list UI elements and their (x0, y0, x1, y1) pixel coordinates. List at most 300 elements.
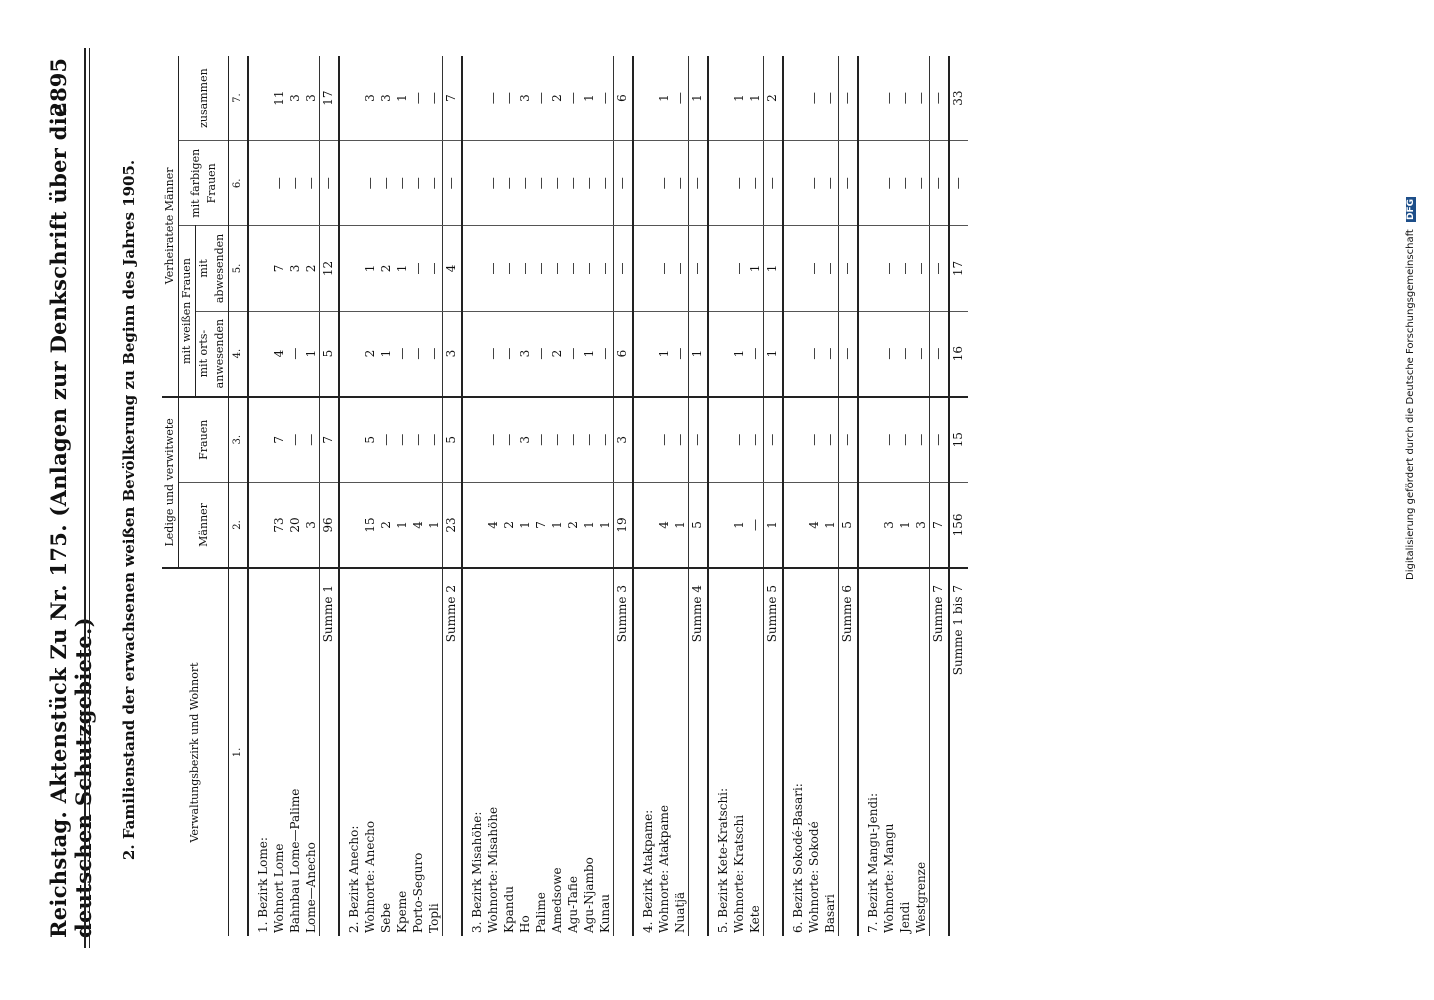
col-verheiratete-header: Verheiratete Männer (162, 56, 179, 397)
row-value: 23 (443, 482, 463, 568)
row-value (708, 141, 731, 226)
row-value (339, 141, 362, 226)
table-row (362, 56, 378, 936)
row-value: — (913, 311, 930, 397)
row-value: — (822, 397, 839, 483)
row-value: 17 (320, 56, 340, 141)
row-value: — (426, 311, 443, 397)
row-value: 15 (362, 482, 378, 568)
table-row (581, 56, 597, 936)
row-label: Kpeme (394, 568, 410, 936)
row-value: — (881, 397, 897, 483)
col-ledige-header: Ledige und verwitwete (162, 397, 179, 568)
row-value (708, 311, 731, 397)
row-value (858, 141, 881, 226)
row-value: 2 (362, 311, 378, 397)
row-value: 1 (362, 226, 378, 311)
row-value: — (287, 141, 303, 226)
row-value: 1 (731, 482, 747, 568)
row-value: — (426, 226, 443, 311)
row-value: — (930, 56, 950, 141)
row-value: 5 (362, 397, 378, 483)
row-label: Porto-Seguro (410, 568, 426, 936)
row-value: — (426, 397, 443, 483)
row-value: — (517, 141, 533, 226)
row-value: — (549, 397, 565, 483)
row-value: — (930, 226, 950, 311)
row-value: — (271, 141, 287, 226)
row-value: — (897, 56, 913, 141)
row-label: Wohnort Lome (271, 568, 287, 936)
row-value (339, 482, 362, 568)
row-value: — (394, 141, 410, 226)
row-value: 3 (362, 56, 378, 141)
col-farbigen-header: mit farbigen Frauen (179, 141, 229, 226)
row-value (783, 141, 806, 226)
row-value (633, 311, 656, 397)
row-value (633, 226, 656, 311)
row-value: 1 (897, 482, 913, 568)
row-value: 6 (614, 56, 634, 141)
row-value: 7 (930, 482, 950, 568)
table-row (913, 56, 930, 936)
row-value: — (501, 141, 517, 226)
row-value (858, 226, 881, 311)
table-row (501, 56, 517, 936)
row-label: Summe 3 (614, 568, 634, 936)
row-value: 2 (378, 482, 394, 568)
table-sum-row (930, 56, 950, 936)
row-value: — (533, 311, 549, 397)
row-value (462, 397, 485, 483)
row-value: — (485, 311, 501, 397)
row-value: — (806, 56, 822, 141)
row-value: — (930, 311, 950, 397)
row-value: 3 (913, 482, 930, 568)
col-number: 6. (229, 141, 249, 226)
row-value: — (581, 226, 597, 311)
table-district-row (708, 56, 731, 936)
row-value (462, 141, 485, 226)
row-value: 7 (443, 56, 463, 141)
row-label: Wohnorte: Mangu (881, 568, 897, 936)
row-value: 3 (517, 311, 533, 397)
row-label: Topli (426, 568, 443, 936)
dfg-logo: DFG (1406, 198, 1416, 220)
row-value: — (689, 141, 709, 226)
row-value: — (656, 141, 672, 226)
row-value: 1 (581, 56, 597, 141)
row-value: 7 (271, 397, 287, 483)
row-value: 1 (581, 482, 597, 568)
row-value: — (320, 141, 340, 226)
row-value: 3 (614, 397, 634, 483)
row-value: — (913, 397, 930, 483)
row-value: 4 (485, 482, 501, 568)
table-row (410, 56, 426, 936)
row-value (339, 311, 362, 397)
table-row (426, 56, 443, 936)
row-label: Wohnorte: Atakpame (656, 568, 672, 936)
row-value: 4 (806, 482, 822, 568)
row-value: — (533, 141, 549, 226)
row-value: — (913, 56, 930, 141)
row-label: Westgrenze (913, 568, 930, 936)
row-value: 3 (303, 56, 320, 141)
row-value: — (533, 226, 549, 311)
row-value (248, 141, 271, 226)
row-value (633, 141, 656, 226)
header-title: Reichstag. Aktenstück Zu Nr. 175. (Anlagen zur Denkschrift über die deutschen Schutzgebiete.) (46, 103, 96, 938)
row-value (462, 311, 485, 397)
row-value: 2 (565, 482, 581, 568)
row-value: — (443, 141, 463, 226)
col-abwesend-header: mit abwesenden (196, 226, 229, 311)
row-label: Wohnorte: Misahöhe (485, 568, 501, 936)
row-value (783, 482, 806, 568)
table-row (656, 56, 672, 936)
row-value: 1 (731, 56, 747, 141)
row-label: Palime (533, 568, 549, 936)
table-row (378, 56, 394, 936)
row-value: 1 (394, 482, 410, 568)
row-value: — (303, 397, 320, 483)
table-title: 2. Familienstand der erwachsenen weißen Bevölkerung zu Beginn des Jahres 1905. (120, 159, 138, 861)
row-value: 4 (443, 226, 463, 311)
row-value: — (839, 141, 859, 226)
row-value: — (614, 226, 634, 311)
row-value: 3 (378, 56, 394, 141)
row-value (783, 56, 806, 141)
row-value: — (881, 56, 897, 141)
row-value: — (930, 141, 950, 226)
row-value: 3 (287, 226, 303, 311)
row-value (248, 226, 271, 311)
row-label: Wohnorte: Anecho (362, 568, 378, 936)
row-value: — (501, 226, 517, 311)
row-value: 3 (517, 56, 533, 141)
row-value (462, 226, 485, 311)
row-label: Nuatjä (672, 568, 689, 936)
row-value: — (533, 56, 549, 141)
row-value: — (656, 397, 672, 483)
row-value: — (597, 141, 614, 226)
row-value: 3 (517, 397, 533, 483)
table-row (597, 56, 614, 936)
row-value: — (672, 226, 689, 311)
row-value: 11 (271, 56, 287, 141)
col-frauen-header: Frauen (179, 397, 229, 483)
col-number: 4. (229, 311, 249, 397)
col-bezirk-header: Verwaltungsbezirk und Wohnort (162, 568, 229, 936)
row-value: — (822, 311, 839, 397)
row-value: — (822, 56, 839, 141)
row-value (462, 56, 485, 141)
row-value: — (533, 397, 549, 483)
row-label: 7. Bezirk Mangu-Jendi: (858, 568, 881, 936)
row-value: 4 (271, 311, 287, 397)
row-value: 4 (656, 482, 672, 568)
table-row (731, 56, 747, 936)
table-row (565, 56, 581, 936)
table-row (394, 56, 410, 936)
row-label: 2. Bezirk Anecho: (339, 568, 362, 936)
row-label: 1. Bezirk Lome: (248, 568, 271, 936)
table-district-row (462, 56, 485, 936)
row-value (858, 397, 881, 483)
row-value: 1 (747, 226, 764, 311)
table-row (303, 56, 320, 936)
row-label: Basari (822, 568, 839, 936)
table-sum-row (689, 56, 709, 936)
row-value: — (565, 56, 581, 141)
row-value (462, 482, 485, 568)
row-value: 1 (426, 482, 443, 568)
row-value (708, 226, 731, 311)
col-maenner-header: Männer (179, 482, 229, 568)
row-value: — (517, 226, 533, 311)
row-value: 7 (271, 226, 287, 311)
row-value: — (806, 226, 822, 311)
row-value: 1 (672, 482, 689, 568)
row-value (783, 226, 806, 311)
row-value: 2 (378, 226, 394, 311)
row-value (633, 56, 656, 141)
row-label: Jendi (897, 568, 913, 936)
row-value: — (581, 397, 597, 483)
row-value: — (410, 397, 426, 483)
row-value: — (747, 311, 764, 397)
row-value: 16 (949, 311, 968, 397)
row-label: Bahnbau Lome—Palime (287, 568, 303, 936)
row-value: — (362, 141, 378, 226)
col-number: 7. (229, 56, 249, 141)
row-value (633, 482, 656, 568)
table-sum-row (839, 56, 859, 936)
row-value: — (287, 397, 303, 483)
row-label: 3. Bezirk Misahöhe: (462, 568, 485, 936)
row-value (708, 397, 731, 483)
row-value (248, 56, 271, 141)
row-value: — (897, 311, 913, 397)
row-value: — (410, 226, 426, 311)
row-value: — (881, 311, 897, 397)
row-label: 4. Bezirk Atakpame: (633, 568, 656, 936)
col-number: 5. (229, 226, 249, 311)
row-value: — (897, 226, 913, 311)
row-value: — (485, 141, 501, 226)
table-row (881, 56, 897, 936)
row-label: Summe 1 (320, 568, 340, 936)
row-value: 1 (394, 226, 410, 311)
row-value: — (394, 311, 410, 397)
row-value: — (501, 397, 517, 483)
table-sum-row (949, 56, 968, 936)
table-district-row (858, 56, 881, 936)
row-value (708, 56, 731, 141)
row-value: — (485, 56, 501, 141)
row-value: — (501, 56, 517, 141)
row-value: 5 (320, 311, 340, 397)
population-table (162, 56, 968, 936)
row-value: — (731, 141, 747, 226)
row-value: — (597, 56, 614, 141)
row-value (783, 397, 806, 483)
row-value: 19 (614, 482, 634, 568)
row-value: — (747, 141, 764, 226)
row-value: — (581, 141, 597, 226)
row-value: — (806, 311, 822, 397)
table-row (287, 56, 303, 936)
row-value: 1 (764, 226, 784, 311)
row-value: — (501, 311, 517, 397)
table-district-row (783, 56, 806, 936)
col-ortsanwesend-header: mit orts-anwesenden (196, 311, 229, 397)
col-number: 1. (229, 568, 249, 936)
row-value: — (410, 56, 426, 141)
col-zusammen-header: zusammen (179, 56, 229, 141)
row-value (858, 56, 881, 141)
row-value: 1 (517, 482, 533, 568)
table-row (897, 56, 913, 936)
row-label: Kunau (597, 568, 614, 936)
row-value: — (881, 226, 897, 311)
row-value: — (378, 141, 394, 226)
row-value: 3 (287, 56, 303, 141)
row-value (858, 311, 881, 397)
header-rule (84, 48, 90, 948)
row-value: 1 (549, 482, 565, 568)
row-value: 1 (394, 56, 410, 141)
row-value: — (549, 226, 565, 311)
table-district-row (633, 56, 656, 936)
table-row (549, 56, 565, 936)
row-value: — (410, 141, 426, 226)
row-value: 1 (764, 482, 784, 568)
row-label: Summe 4 (689, 568, 709, 936)
row-value: — (747, 397, 764, 483)
row-label: Sebe (378, 568, 394, 936)
row-value (339, 397, 362, 483)
row-value: 1 (656, 311, 672, 397)
row-label: Summe 7 (930, 568, 950, 936)
row-value (248, 397, 271, 483)
row-label: Summe 2 (443, 568, 463, 936)
table-district-row (339, 56, 362, 936)
row-value: 2 (549, 311, 565, 397)
row-value: — (597, 311, 614, 397)
row-value: 20 (287, 482, 303, 568)
row-value: — (897, 141, 913, 226)
row-value: — (913, 141, 930, 226)
row-value: — (485, 226, 501, 311)
row-value: — (839, 226, 859, 311)
row-value (783, 311, 806, 397)
row-value: 12 (320, 226, 340, 311)
row-value: — (949, 141, 968, 226)
row-value: 1 (689, 56, 709, 141)
row-value: 2 (764, 56, 784, 141)
row-label: 6. Bezirk Sokodé-Basari: (783, 568, 806, 936)
row-value: — (806, 141, 822, 226)
row-value: — (597, 226, 614, 311)
row-value: — (747, 482, 764, 568)
row-value: 2 (303, 226, 320, 311)
row-value: 1 (581, 311, 597, 397)
row-value: — (822, 141, 839, 226)
row-value (339, 56, 362, 141)
row-value: — (764, 141, 784, 226)
row-value: — (485, 397, 501, 483)
row-value: — (672, 311, 689, 397)
col-weisse-header: mit weißen Frauen (179, 226, 196, 397)
row-value: 33 (949, 56, 968, 141)
row-value (708, 482, 731, 568)
row-value: 2 (549, 56, 565, 141)
row-value: 5 (689, 482, 709, 568)
row-label: Agu-Tafie (565, 568, 581, 936)
table-sum-row (614, 56, 634, 936)
row-label: Lome—Anecho (303, 568, 320, 936)
table-sum-row (764, 56, 784, 936)
row-value: — (287, 311, 303, 397)
table-row (533, 56, 549, 936)
row-value (248, 311, 271, 397)
row-value: — (565, 141, 581, 226)
row-value: — (614, 141, 634, 226)
row-value: 3 (881, 482, 897, 568)
row-value: — (930, 397, 950, 483)
row-value: 3 (443, 311, 463, 397)
row-label: Wohnorte: Kratschi (731, 568, 747, 936)
table-district-row (248, 56, 271, 936)
row-value: 1 (822, 482, 839, 568)
row-value: — (897, 397, 913, 483)
row-value: — (731, 397, 747, 483)
row-value: — (426, 141, 443, 226)
row-value: 6 (614, 311, 634, 397)
col-number: 3. (229, 397, 249, 483)
row-label: Agu-Njambo (581, 568, 597, 936)
table-body (248, 56, 968, 936)
page-number: 2895 (46, 58, 71, 117)
row-value: 5 (443, 397, 463, 483)
table-row (822, 56, 839, 936)
row-value: — (672, 56, 689, 141)
row-value (248, 482, 271, 568)
row-value: — (839, 311, 859, 397)
row-value: — (764, 397, 784, 483)
row-value (339, 226, 362, 311)
row-value: — (806, 397, 822, 483)
row-value: 5 (839, 482, 859, 568)
row-value: 1 (764, 311, 784, 397)
row-label: 5. Bezirk Kete-Kratschi: (708, 568, 731, 936)
row-label: Summe 5 (764, 568, 784, 936)
row-value: — (881, 141, 897, 226)
row-value: 73 (271, 482, 287, 568)
row-value: — (549, 141, 565, 226)
row-value: 7 (533, 482, 549, 568)
row-value: — (839, 397, 859, 483)
row-value: 96 (320, 482, 340, 568)
table-row (672, 56, 689, 936)
row-value: — (656, 226, 672, 311)
row-label: Amedsowe (549, 568, 565, 936)
row-value: — (378, 397, 394, 483)
table-row (806, 56, 822, 936)
row-value: — (303, 141, 320, 226)
